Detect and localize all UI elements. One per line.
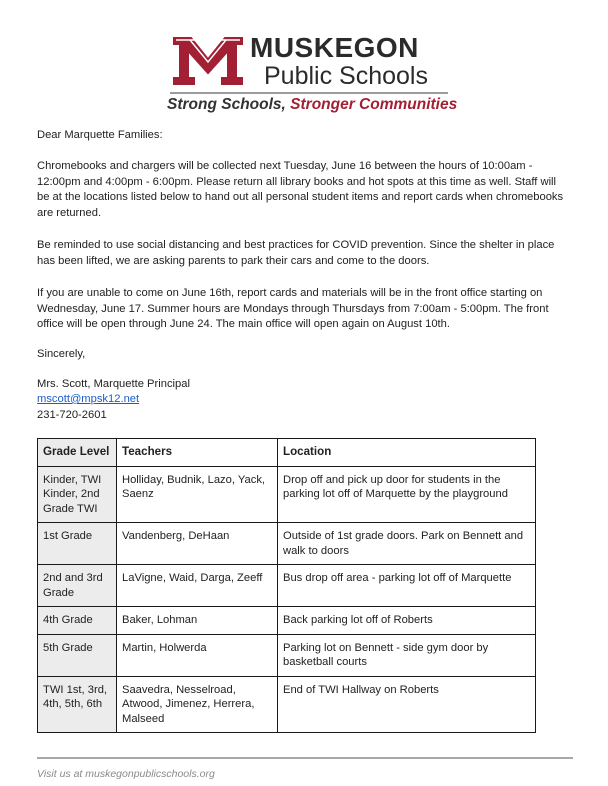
cell-location: End of TWI Hallway on Roberts <box>278 676 536 733</box>
email-link[interactable]: mscott@mpsk12.net <box>37 393 140 405</box>
table-row <box>38 634 536 676</box>
cell-grade: TWI 1st, 3rd, 4th, 5th, 6th <box>38 676 117 733</box>
table-row <box>38 676 536 733</box>
cell-teachers: Vandenberg, DeHaan <box>117 523 278 565</box>
m-logo-icon <box>170 32 246 88</box>
cell-teachers: Baker, Lohman <box>117 607 278 635</box>
header-location: Location <box>278 439 536 467</box>
table-row <box>38 523 536 565</box>
table-row <box>38 565 536 607</box>
signature: Mrs. Scott, Marquette Principal <box>37 378 190 390</box>
cell-location: Drop off and pick up door for students in the parking lot off of Marquette by the playground <box>278 466 536 523</box>
footer-text: Visit us at muskegonpublicschools.org <box>37 768 215 780</box>
cell-grade: 5th Grade <box>38 634 117 676</box>
logo-name: MUSKEGON <box>250 32 419 63</box>
table-header-row <box>38 439 536 467</box>
table-row <box>38 466 536 523</box>
logo-tagline <box>167 96 457 114</box>
cell-grade: 4th Grade <box>38 607 117 635</box>
cell-teachers: LaVigne, Waid, Darga, Zeeff <box>117 565 278 607</box>
cell-location: Outside of 1st grade doors. Park on Bennett and walk to doors <box>278 523 536 565</box>
logo-divider <box>170 92 448 94</box>
cell-location: Bus drop off area - parking lot off of Marquette <box>278 565 536 607</box>
cell-location: Back parking lot off of Roberts <box>278 607 536 635</box>
cell-teachers: Holliday, Budnik, Lazo, Yack, Saenz <box>117 466 278 523</box>
paragraph-covid: Be reminded to use social distancing and best practices for COVID prevention. Since the shelter in place has been lifted, we are asking parents to park their cars and come to the doors. <box>37 239 555 267</box>
header-teachers: Teachers <box>117 439 278 467</box>
district-logo <box>167 32 458 122</box>
cell-location: Parking lot on Bennett - side gym door by basketball courts <box>278 634 536 676</box>
cell-grade: 2nd and 3rd Grade <box>38 565 117 607</box>
email-line <box>37 392 567 408</box>
tagline-part1: Strong Schools, <box>167 96 291 113</box>
paragraph-collection: Chromebooks and chargers will be collected next Tuesday, June 16 between the hours of 10:00am - 12:00pm and 4:00pm - 6:00pm. Please return all library books and hot spots at this time as well. Staff will be at the locations listed below to hand out all personal student items and report cards when chromebooks are returned. <box>37 160 564 219</box>
tagline-part2: Stronger Communities <box>290 96 458 113</box>
cell-teachers: Martin, Holwerda <box>117 634 278 676</box>
salutation: Dear Marquette Families: <box>37 129 163 141</box>
table-row <box>38 607 536 635</box>
paragraph-report-cards: If you are unable to come on June 16th, report cards and materials will be in the front office starting on Wednesday, June 17. Summer hours are Mondays through Thursdays from 7:00am - 5:00pm. The front office will be open through June 24. The main office will open again on August 10th. <box>37 287 549 330</box>
phone: 231-720-2601 <box>37 409 107 421</box>
cell-grade: Kinder, TWI Kinder, 2nd Grade TWI <box>38 466 117 523</box>
closing: Sincerely, <box>37 348 86 360</box>
logo-subname: Public Schools <box>264 62 428 90</box>
header-grade-level: Grade Level <box>38 439 117 467</box>
pickup-locations-table <box>37 438 536 733</box>
cell-grade: 1st Grade <box>38 523 117 565</box>
footer-divider <box>37 757 573 759</box>
cell-teachers: Saavedra, Nesselroad, Atwood, Jimenez, Herrera, Malseed <box>117 676 278 733</box>
